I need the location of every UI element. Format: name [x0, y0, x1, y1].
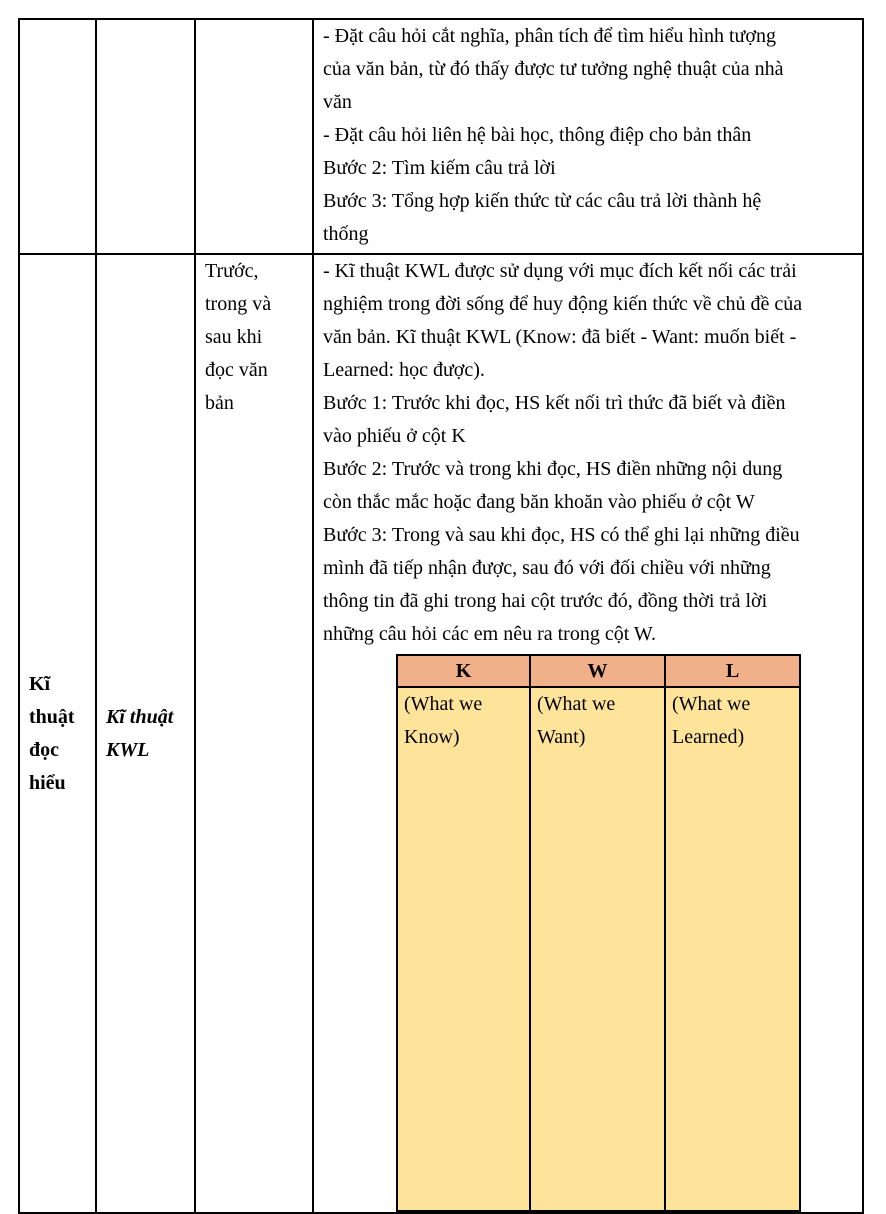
category-line: đọc: [29, 738, 59, 761]
kwl-cell-line: (What we: [404, 693, 483, 715]
content-line: mình đã tiếp nhận được, sau đó với đối chiều với những: [323, 557, 771, 579]
table-row: [19, 19, 863, 254]
timing-line: đọc văn: [205, 359, 268, 381]
content-line: còn thắc mắc hoặc đang băn khoăn vào phiếu ở cột W: [323, 491, 755, 513]
content-line: văn bản. Kĩ thuật KWL (Know: đã biết - Want: muốn biết -: [323, 326, 797, 348]
timing-cell: [195, 254, 313, 1213]
kwl-body-row: [397, 687, 800, 1211]
kwl-cell-line: (What we: [537, 693, 616, 715]
timing-line: trong và: [205, 293, 272, 315]
kwl-cell-w: [530, 687, 665, 1211]
kwl-cell-l: [665, 687, 800, 1211]
kwl-table: [396, 654, 801, 1212]
content-line: - Kĩ thuật KWL được sử dụng với mục đích kết nối các trải: [323, 260, 797, 282]
technique-line: Kĩ thuật: [106, 705, 174, 728]
content-line: Bước 3: Tổng hợp kiến thức từ các câu trả lời thành hệ: [323, 190, 762, 212]
main-table: [18, 18, 864, 1214]
category-line: hiểu: [29, 771, 66, 794]
kwl-cell-line: (What we: [672, 693, 751, 715]
technique-cell: [96, 254, 195, 1213]
kwl-cell-k: [397, 687, 530, 1211]
kwl-cell-line: Learned): [672, 726, 745, 748]
content-line: nghiệm trong đời sống để huy động kiến thức về chủ đề của: [323, 293, 803, 315]
timing-cell: [195, 19, 313, 254]
category-cell: [19, 254, 96, 1213]
content-line: văn: [323, 91, 352, 113]
content-line: Bước 2: Tìm kiếm câu trả lời: [323, 157, 556, 179]
content-line: Bước 1: Trước khi đọc, HS kết nối trì thức đã biết và điền: [323, 392, 786, 414]
kwl-header-l: L: [665, 655, 800, 687]
content-line: - Đặt câu hỏi cắt nghĩa, phân tích để tìm hiểu hình tượng: [323, 25, 776, 47]
content-line: thống: [323, 223, 369, 245]
kwl-header-k: K: [397, 655, 530, 687]
technique-cell: [96, 19, 195, 254]
kwl-cell-line: Want): [537, 726, 586, 748]
table-row: [19, 254, 863, 1213]
content-cell: [313, 254, 863, 1213]
category-cell: [19, 19, 96, 254]
timing-line: sau khi: [205, 326, 263, 348]
kwl-header-row: [397, 655, 800, 687]
content-line: - Đặt câu hỏi liên hệ bài học, thông điệp cho bản thân: [323, 124, 752, 146]
content-line: Learned: học được).: [323, 359, 485, 381]
content-line: vào phiếu ở cột K: [323, 425, 466, 447]
content-line: Bước 2: Trước và trong khi đọc, HS điền những nội dung: [323, 458, 783, 480]
category-line: Kĩ: [29, 672, 51, 695]
timing-line: bản: [205, 392, 234, 414]
technique-line: KWL: [106, 738, 150, 761]
content-line: Bước 3: Trong và sau khi đọc, HS có thể ghi lại những điều: [323, 524, 800, 546]
category-line: thuật: [29, 705, 75, 728]
content-line: của văn bản, từ đó thấy được tư tưởng nghệ thuật của nhà: [323, 58, 784, 80]
content-line: thông tin đã ghi trong hai cột trước đó, đồng thời trả lời: [323, 590, 768, 612]
timing-line: Trước,: [205, 260, 259, 282]
content-cell: [313, 19, 863, 254]
kwl-header-w: W: [530, 655, 665, 687]
content-line: những câu hỏi các em nêu ra trong cột W.: [323, 623, 656, 645]
kwl-cell-line: Know): [404, 726, 460, 748]
